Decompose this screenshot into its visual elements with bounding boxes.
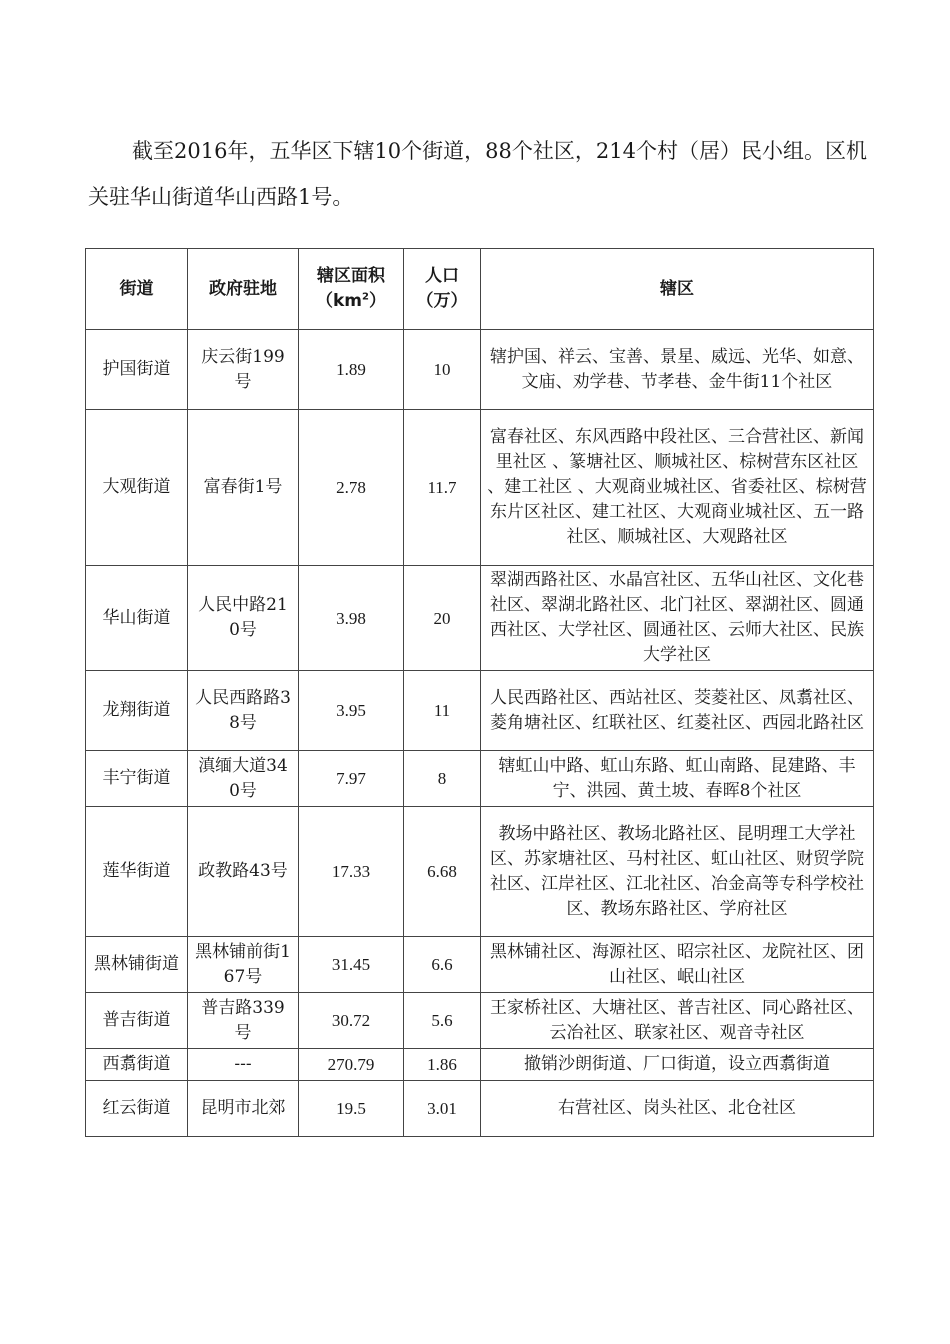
jurisdiction-cell: 撤销沙朗街道、厂口街道，设立西翥街道 bbox=[481, 1049, 874, 1081]
seat-cell: 普吉路339号 bbox=[188, 993, 299, 1049]
population-cell: 6.68 bbox=[404, 807, 481, 937]
street-cell: 黑林铺街道 bbox=[86, 937, 188, 993]
street-cell: 丰宁街道 bbox=[86, 751, 188, 807]
street-cell: 普吉街道 bbox=[86, 993, 188, 1049]
seat-cell: 人民中路210号 bbox=[188, 566, 299, 671]
header-area-close: ） bbox=[369, 291, 386, 311]
table-row bbox=[86, 807, 874, 937]
sub-district-table bbox=[85, 248, 874, 1137]
population-cell: 11.7 bbox=[404, 410, 481, 566]
jurisdiction-cell: 辖护国、祥云、宝善、景星、威远、光华、如意、文庙、劝学巷、节孝巷、金牛街11个社区 bbox=[481, 330, 874, 410]
seat-cell: 富春街1号 bbox=[188, 410, 299, 566]
area-cell: 2.78 bbox=[299, 410, 404, 566]
header-area-text: 辖区面积（km bbox=[316, 266, 385, 311]
population-cell: 3.01 bbox=[404, 1081, 481, 1137]
table-row bbox=[86, 410, 874, 566]
header-area-superscript: 2 bbox=[362, 291, 369, 303]
population-cell: 20 bbox=[404, 566, 481, 671]
jurisdiction-cell: 翠湖西路社区、水晶宫社区、五华山社区、文化巷社区、翠湖北路社区、北门社区、翠湖社区、圆通西社区、大学社区、圆通社区、云师大社区、民族大学社区 bbox=[481, 566, 874, 671]
header-street: 街道 bbox=[86, 249, 188, 330]
jurisdiction-cell: 富春社区、东风西路中段社区、三合营社区、新闻里社区 、篆塘社区、顺城社区、棕树营东区社区 、建工社区 、大观商业城社区、省委社区、棕树营东片区社区、建工社区、大观商业城社区、五一路社区、顺城社区、大观路社区 bbox=[481, 410, 874, 566]
header-population: 人口（万） bbox=[404, 249, 481, 330]
table-row bbox=[86, 993, 874, 1049]
table-row bbox=[86, 1049, 874, 1081]
seat-cell: 人民西路路38号 bbox=[188, 671, 299, 751]
table-row bbox=[86, 751, 874, 807]
area-cell: 270.79 bbox=[299, 1049, 404, 1081]
population-cell: 5.6 bbox=[404, 993, 481, 1049]
population-cell: 1.86 bbox=[404, 1049, 481, 1081]
area-cell: 31.45 bbox=[299, 937, 404, 993]
seat-cell: --- bbox=[188, 1049, 299, 1081]
population-cell: 6.6 bbox=[404, 937, 481, 993]
street-cell: 西翥街道 bbox=[86, 1049, 188, 1081]
jurisdiction-cell: 教场中路社区、教场北路社区、昆明理工大学社区、苏家塘社区、马村社区、虹山社区、财贸学院社区、江岸社区、江北社区、冶金高等专科学校社区、教场东路社区、学府社区 bbox=[481, 807, 874, 937]
seat-cell: 黑林铺前街167号 bbox=[188, 937, 299, 993]
jurisdiction-cell: 王家桥社区、大塘社区、普吉社区、同心路社区、云冶社区、联家社区、观音寺社区 bbox=[481, 993, 874, 1049]
seat-cell: 庆云街199号 bbox=[188, 330, 299, 410]
street-cell: 护国街道 bbox=[86, 330, 188, 410]
street-cell: 华山街道 bbox=[86, 566, 188, 671]
area-cell: 17.33 bbox=[299, 807, 404, 937]
area-cell: 30.72 bbox=[299, 993, 404, 1049]
header-jurisdiction: 辖区 bbox=[481, 249, 874, 330]
street-cell: 莲华街道 bbox=[86, 807, 188, 937]
seat-cell: 滇缅大道340号 bbox=[188, 751, 299, 807]
seat-cell: 政教路43号 bbox=[188, 807, 299, 937]
population-cell: 10 bbox=[404, 330, 481, 410]
jurisdiction-cell: 辖虹山中路、虹山东路、虹山南路、昆建路、丰宁、洪园、黄土坡、春晖8个社区 bbox=[481, 751, 874, 807]
table-row bbox=[86, 330, 874, 410]
area-cell: 7.97 bbox=[299, 751, 404, 807]
table-row bbox=[86, 1081, 874, 1137]
header-area bbox=[299, 249, 404, 330]
seat-cell: 昆明市北郊 bbox=[188, 1081, 299, 1137]
street-cell: 红云街道 bbox=[86, 1081, 188, 1137]
table-row bbox=[86, 671, 874, 751]
header-seat: 政府驻地 bbox=[188, 249, 299, 330]
jurisdiction-cell: 黑林铺社区、海源社区、昭宗社区、龙院社区、团山社区、岷山社区 bbox=[481, 937, 874, 993]
area-cell: 3.95 bbox=[299, 671, 404, 751]
population-cell: 11 bbox=[404, 671, 481, 751]
area-cell: 19.5 bbox=[299, 1081, 404, 1137]
street-cell: 龙翔街道 bbox=[86, 671, 188, 751]
intro-line-2: 区机关驻华山街道华山西路1号。 bbox=[88, 139, 867, 209]
street-cell: 大观街道 bbox=[86, 410, 188, 566]
table-row bbox=[86, 566, 874, 671]
intro-line-1: 截至2016年，五华区下辖10个街道，88个社区，214个村（居）民小组。 bbox=[132, 139, 825, 163]
jurisdiction-cell: 右营社区、岗头社区、北仓社区 bbox=[481, 1081, 874, 1137]
intro-paragraph bbox=[88, 128, 878, 220]
jurisdiction-cell: 人民西路社区、西站社区、茭菱社区、凤翥社区、菱角塘社区、红联社区、红菱社区、西园北路社区 bbox=[481, 671, 874, 751]
table-row bbox=[86, 937, 874, 993]
area-cell: 3.98 bbox=[299, 566, 404, 671]
population-cell: 8 bbox=[404, 751, 481, 807]
table-header-row bbox=[86, 249, 874, 330]
area-cell: 1.89 bbox=[299, 330, 404, 410]
